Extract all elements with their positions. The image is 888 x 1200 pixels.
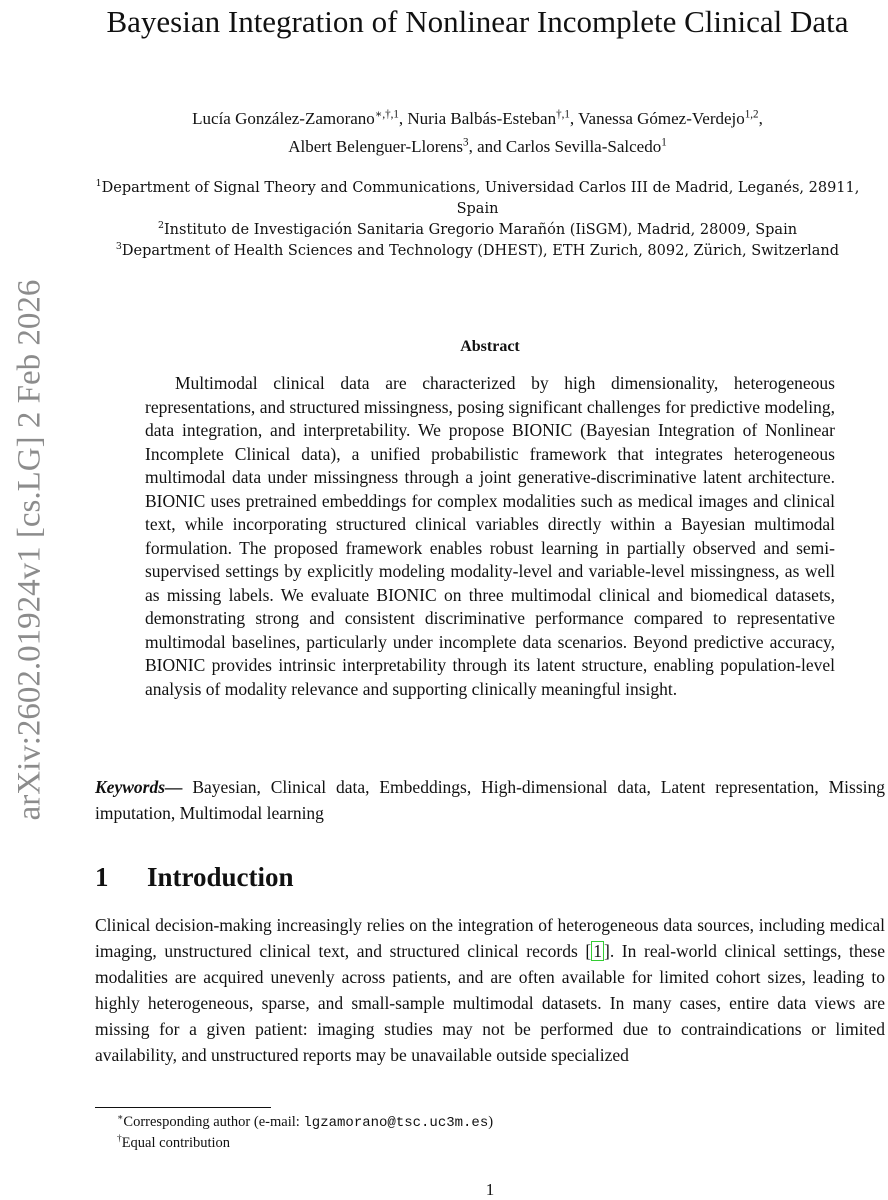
intro-text-part: Clinical decision-making increasingly relies on the integration of heterogeneous data sources, including medical imaging, unstructured clinical text, and structured clinical records <box>95 915 885 961</box>
footnote-mark: † <box>117 1134 122 1145</box>
author-marks: 1 <box>661 136 667 149</box>
footnote-equal <box>117 1133 493 1153</box>
arxiv-identifier-stamp: arXiv:2602.01924v1 [cs.LG] 2 Feb 2026 <box>11 279 48 821</box>
author-name: Albert Belenguer-Llorens <box>288 137 464 156</box>
keywords-block <box>95 774 885 826</box>
introduction-paragraph: Clinical decision-making increasingly relies on the integration of heterogeneous data sources, including medical imaging, unstructured clinical text, and structured clinical records [ 1 ]. In real-world clinical settings, these modalities are acquired unevenly across patients, and are often available for limited cohort sizes, leading to highly heterogeneous, sparse, and small-sample multimodal datasets. In many cases, entire data views are missing for a given patient: imaging studies may not be performed due to contraindications or limited availability, and unstructured reports may be unavailable outside specialized <box>95 915 886 1065</box>
footnotes <box>117 1112 493 1153</box>
abstract-heading: Abstract <box>460 338 520 355</box>
intro-text-part: . In real-world clinical settings, these modalities are acquired unevenly across patients, and are often available for limited cohort sizes, leading to highly heterogeneous, sparse, and small-sample multimodal datasets. In many cases, entire data views are missing for a given patient: imaging studies may not be performed due to contraindications or limited availability, and unstructured reports may be unavailable outside specialized <box>95 941 886 1065</box>
author-marks: 1,2 <box>744 108 759 121</box>
citation-link[interactable]: 1 <box>593 941 602 961</box>
affiliation-list <box>95 178 860 262</box>
affiliation-mark: 2 <box>157 220 164 232</box>
affiliation-text: Instituto de Investigación Sanitaria Gregorio Marañón (IiSGM), Madrid, 28009, Spain <box>163 222 798 238</box>
author-name: Lucía González-Zamorano <box>192 109 375 128</box>
footnote-corresponding <box>117 1112 493 1133</box>
paper-title: Bayesian Integration of Nonlinear Incomplete Clinical Data <box>106 4 849 39</box>
author-list: Lucía González-Zamorano$^{∗,\dagger,1}$, Nuria Balbás-Esteban$^{\dagger,1}$, Vanessa Gómez-Verdejo$^{1,2}$, Albert Belenguer-Llorens$^3$, and Carlos Sevilla-Salcedo$^1$ <box>192 108 763 156</box>
affiliation-2 <box>95 220 860 241</box>
author-email[interactable]: lgzamorano@tsc.uc3m.es <box>303 1115 489 1131</box>
author-name: Nuria Balbás-Esteban <box>407 109 557 128</box>
author-marks: †,1 <box>556 108 570 121</box>
abstract-body: Multimodal clinical data are characterized by high dimensionality, heterogeneous representations, and structured missingness, posing significant challenges for predictive modeling, data integration, and interpretability. We propose BIONIC (Bayesian Integration of Nonlinear Incomplete Clinical data), a unified probabilistic framework that integrates heterogeneous multimodal data under missingness through a joint generative-discriminative latent architecture. BIONIC uses pretrained embeddings for complex modalities such as medical images and clinical text, while incorporating structured clinical variables directly within a Bayesian multimodal formulation. The proposed framework enables robust learning in partially observed and semi-supervised settings by explicitly modeling modality-level and variable-level missingness, as well as missing labels. We evaluate BIONIC on three multimodal clinical and biomedical datasets, demonstrating strong and consistent discriminative performance compared to representative multimodal baselines, particularly under incomplete data scenarios. Beyond predictive accuracy, BIONIC provides intrinsic interpretability through its latent structure, enabling population-level analysis of modality relevance and supporting clinically meaningful insight. <box>145 373 835 699</box>
footnote-text: ) <box>488 1114 494 1130</box>
author-conjunction: and <box>477 137 502 156</box>
affiliation-text: Department of Health Sciences and Technology (DHEST), ETH Zurich, 8092, Zürich, Switzerland <box>121 243 840 259</box>
footnote-mark: ∗ <box>117 1113 124 1124</box>
paper-page <box>95 0 886 1199</box>
affiliation-1 <box>95 178 860 220</box>
affiliation-mark: 3 <box>115 241 122 253</box>
footnote-divider <box>95 1107 271 1108</box>
author-name: Carlos Sevilla-Salcedo <box>505 137 662 156</box>
keywords-label: Keywords— <box>95 777 183 797</box>
affiliation-mark: 1 <box>95 178 102 190</box>
author-name: Vanessa Gómez-Verdejo <box>578 109 745 128</box>
keywords-text: Bayesian, Clinical data, Embeddings, High-dimensional data, Latent representation, Missing imputation, Multimodal learning <box>95 777 886 823</box>
section-heading <box>95 862 294 893</box>
affiliation-3 <box>95 241 860 262</box>
footnote-text: Equal contribution <box>121 1135 231 1151</box>
affiliation-text: Department of Signal Theory and Communications, Universidad Carlos III de Madrid, Leganés, 28911, Spain <box>101 180 860 217</box>
page-number: 1 <box>485 1180 495 1199</box>
author-marks: 3 <box>463 136 469 149</box>
footnote-text: Corresponding author (e-mail: <box>123 1114 304 1130</box>
section-number: 1 <box>95 862 109 892</box>
author-marks: ∗,†,1 <box>374 108 399 121</box>
section-title: Introduction <box>147 862 294 892</box>
